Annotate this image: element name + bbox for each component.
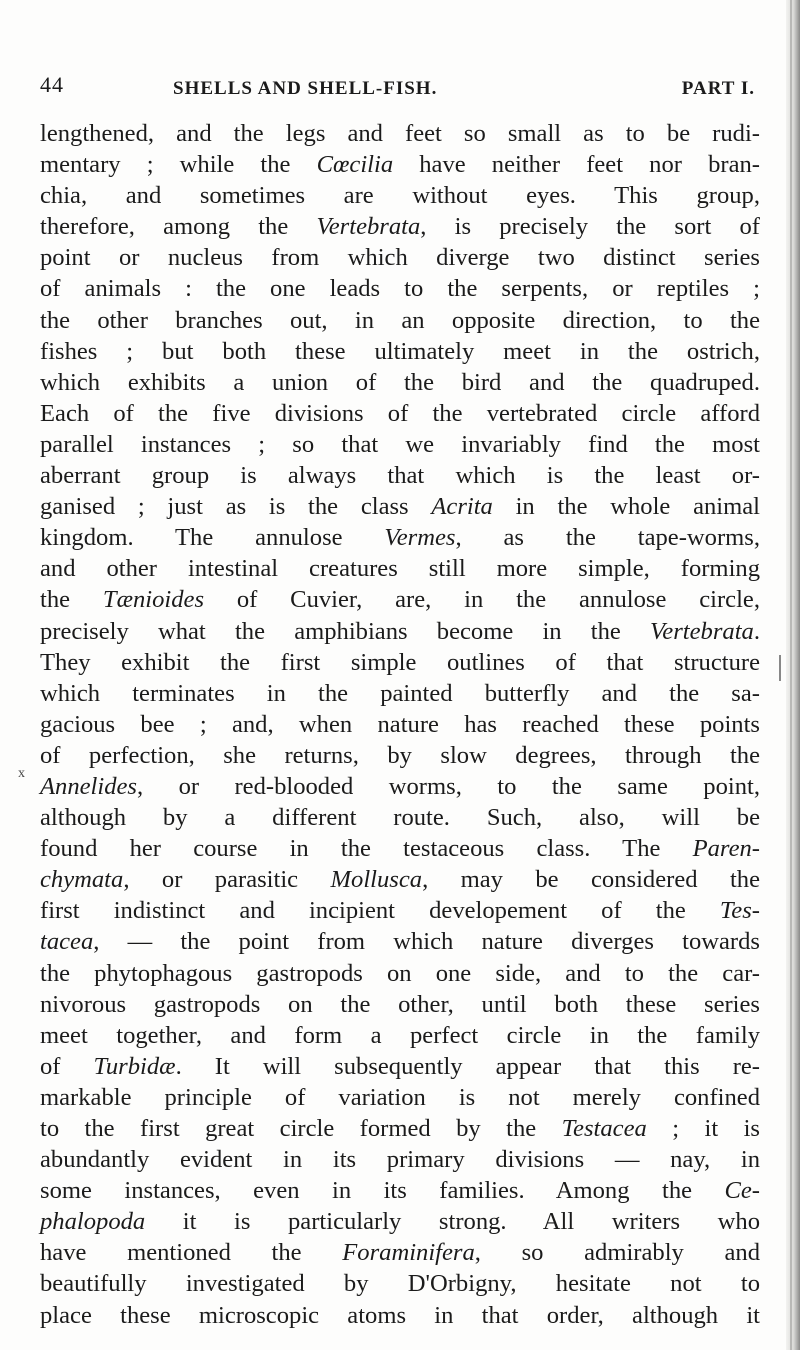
text-run: , or parasitic — [123, 866, 331, 894]
italic-term: Tes- — [719, 897, 760, 925]
italic-term: Turbidæ — [93, 1052, 176, 1080]
text-line — [40, 647, 760, 678]
text-line — [40, 616, 760, 647]
text-line — [40, 1268, 760, 1299]
text-line — [40, 740, 760, 771]
text-line — [40, 1082, 760, 1113]
italic-term: Vertebrata — [316, 213, 421, 241]
text-run: first indistinct and incipient developement of the — [40, 897, 720, 925]
text-line — [40, 491, 760, 522]
text-run: have mentioned the — [40, 1239, 343, 1267]
text-run: therefore, among the — [40, 213, 317, 241]
text-run: precisely what the amphibians become in the — [40, 617, 651, 645]
text-run: of Cuvier, are, in the annulose circle, — [204, 586, 760, 614]
text-line — [40, 1175, 760, 1206]
text-run: aberrant group is always that which is the least or- — [40, 462, 760, 490]
italic-term: phalopoda — [40, 1208, 146, 1236]
italic-term: Mollusca — [330, 866, 423, 894]
text-run: found her course in the testaceous class. The — [40, 835, 693, 863]
page-edge-line — [790, 0, 792, 1350]
text-run: abundantly evident in its primary divisions — nay, in — [40, 1146, 760, 1174]
text-line — [40, 895, 760, 926]
text-line — [40, 709, 760, 740]
text-run: gacious bee ; and, when nature has reached these points — [40, 710, 760, 738]
text-run: place these microscopic atoms in that order, although it — [40, 1301, 760, 1329]
text-run: ganised ; just as is the class — [40, 493, 432, 521]
text-line — [40, 771, 760, 802]
text-run: which exhibits a union of the bird and the quadruped. — [40, 368, 760, 396]
italic-term: Cœcilia — [316, 151, 394, 179]
body-text — [40, 118, 760, 1331]
text-run: They exhibit the first simple outlines of that structure — [40, 648, 760, 676]
text-line — [40, 1300, 760, 1331]
text-run: of perfection, she returns, by slow degrees, through the — [40, 741, 760, 769]
text-run: markable principle of variation is not merely confined — [40, 1083, 760, 1111]
text-line — [40, 1144, 760, 1175]
text-run: which terminates in the painted butterfly and the sa- — [40, 679, 760, 707]
text-run: , or red-blooded worms, to the same point, — [136, 772, 760, 800]
text-line — [40, 180, 760, 211]
text-line — [40, 149, 760, 180]
text-run: , may be considered the — [422, 866, 761, 894]
text-line — [40, 1113, 760, 1144]
text-run: it is particularly strong. All writers who — [145, 1208, 760, 1236]
running-title: SHELLS AND SHELL-FISH. — [173, 78, 438, 99]
text-run: , — the point from which nature diverges towards — [93, 928, 760, 956]
italic-term: Acrita — [431, 493, 493, 521]
text-run: point or nucleus from which diverge two distinct series — [40, 244, 760, 272]
text-line — [40, 1051, 760, 1082]
italic-term: Foraminifera — [342, 1239, 475, 1267]
text-run: nivorous gastropods on the other, until both these series — [40, 990, 760, 1018]
text-line — [40, 584, 760, 615]
text-line — [40, 1020, 760, 1051]
text-run: fishes ; but both these ultimately meet in the ostrich, — [40, 337, 760, 365]
italic-term: Vermes — [384, 524, 456, 552]
margin-tick — [779, 655, 781, 681]
text-run: . — [753, 617, 760, 645]
text-line — [40, 522, 760, 553]
text-line — [40, 429, 760, 460]
italic-term: Testacea — [561, 1115, 647, 1142]
text-run: the other branches out, in an opposite direction, to the — [40, 306, 760, 334]
text-line — [40, 1206, 760, 1237]
text-run: although by a different route. Such, also, will be — [40, 804, 760, 832]
text-line — [40, 802, 760, 833]
running-header — [40, 72, 760, 108]
text-line — [40, 926, 760, 957]
text-run: chia, and sometimes are without eyes. This group, — [40, 182, 760, 210]
italic-term: Tænioides — [102, 586, 205, 614]
text-run: Each of the five divisions of the vertebrated circle afford — [40, 399, 760, 427]
text-run: and other intestinal creatures still more simple, forming — [40, 555, 760, 583]
text-run: in the whole animal — [492, 493, 760, 521]
text-run: , as the tape-worms, — [455, 524, 760, 552]
text-line — [40, 118, 760, 149]
italic-term: Paren- — [692, 835, 760, 863]
italic-term: Ce- — [724, 1177, 760, 1205]
part-label: PART I. — [681, 78, 755, 99]
italic-term: chymata — [40, 866, 124, 894]
text-line — [40, 211, 760, 242]
text-line — [40, 273, 760, 304]
text-line — [40, 678, 760, 709]
text-run: to the first great circle formed by the — [40, 1115, 562, 1142]
text-line — [40, 460, 760, 491]
text-run: the — [40, 586, 103, 614]
italic-term: tacea — [40, 928, 94, 956]
text-line — [40, 398, 760, 429]
text-line — [40, 833, 760, 864]
italic-term: Annelides — [40, 772, 137, 800]
text-run: have neither feet nor bran- — [393, 151, 760, 179]
text-run: ; it is — [646, 1115, 760, 1142]
text-run: beautifully investigated by D'Orbigny, hesitate not to — [40, 1270, 760, 1298]
text-line — [40, 305, 760, 336]
text-run: , so admirably and — [474, 1239, 760, 1267]
text-line — [40, 1237, 760, 1268]
text-run: , is precisely the sort of — [420, 213, 760, 241]
text-line — [40, 864, 760, 895]
text-run: kingdom. The annulose — [40, 524, 385, 552]
text-run: of — [40, 1052, 94, 1080]
margin-mark: x — [18, 766, 25, 781]
text-run: meet together, and form a perfect circle in the family — [40, 1021, 760, 1049]
page-number: 44 — [40, 72, 64, 97]
text-run: the phytophagous gastropods on one side, and to the car- — [40, 959, 760, 987]
text-run: . It will subsequently appear that this re- — [175, 1052, 760, 1080]
text-run: of animals : the one leads to the serpents, or reptiles ; — [40, 275, 760, 303]
text-line — [40, 989, 760, 1020]
text-run: some instances, even in its families. Among the — [40, 1177, 725, 1205]
text-run: mentary ; while the — [40, 151, 317, 179]
text-line — [40, 336, 760, 367]
text-line — [40, 553, 760, 584]
page-edge-shadow — [786, 0, 800, 1350]
text-line — [40, 958, 760, 989]
text-run: parallel instances ; so that we invariably find the most — [40, 430, 760, 458]
text-line — [40, 242, 760, 273]
text-run: lengthened, and the legs and feet so small as to be rudi- — [40, 120, 760, 147]
text-line — [40, 367, 760, 398]
italic-term: Vertebrata — [650, 617, 754, 645]
